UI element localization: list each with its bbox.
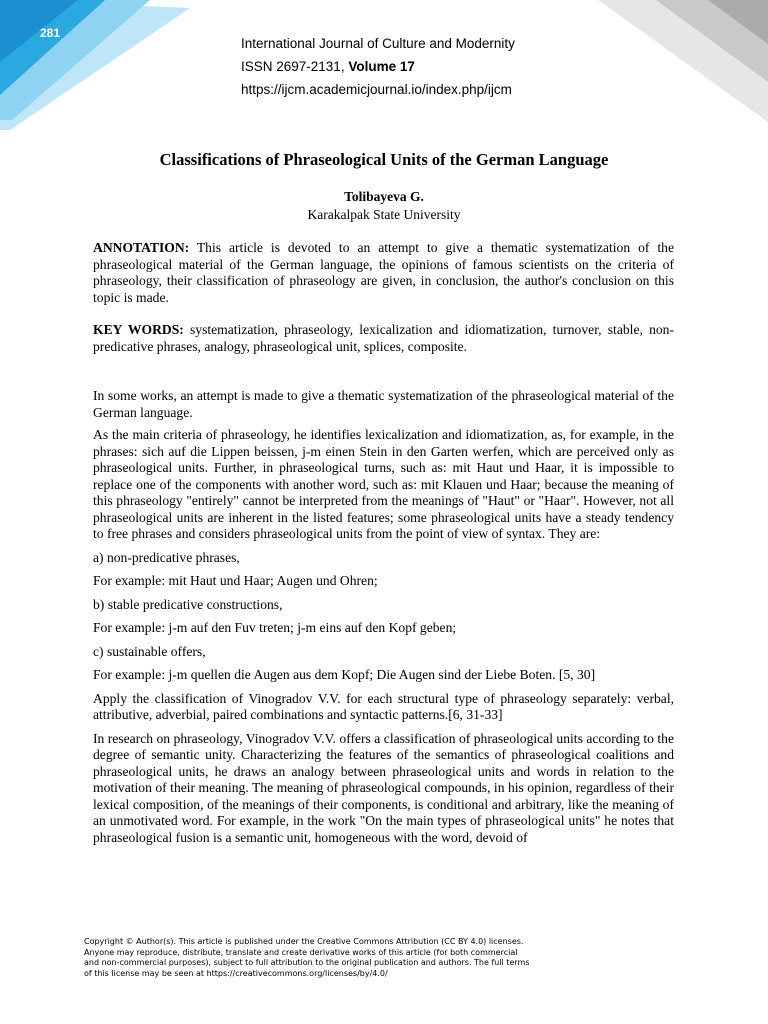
journal-url[interactable]: https://ijcm.academicjournal.io/index.php/ijcm (241, 82, 512, 97)
footer-line: Copyright © Author(s). This article is published under the Creative Commons Attribution (CC BY 4.0) licenses. (84, 937, 524, 946)
article-author: Tolibayeva G. (344, 189, 424, 204)
article-title: Classifications of Phraseological Units of the German Language (159, 150, 609, 169)
body-paragraph: As the main criteria of phraseology, he identifies lexicalization and idiomatization, as, for example, in the phrases: sich auf die Lippen beissen, j-m einen Stein in den Garten werfen, which are perceived only as phraseological units. Further, in phraseological turns, such as: mit Haut und Haar, it is impossible to replace one of the components with another word, such as: mit Klauen und Haar; because the meaning of this phraseology "entirely" cannot be interpreted from the meanings of "Haut" or "Haar". However, not all phraseological units are inherent in the listed features; some phraseological units have a steady tendency to free phrases and considers phraseological units from the point of view of syntax. They are: (93, 427, 674, 541)
annotation-paragraph (93, 240, 674, 306)
keywords-paragraph (93, 322, 674, 355)
body-paragraph: Apply the classification of Vinogradov V.V. for each structural type of phraseology separately: verbal, attributive, adverbial, paired combinations and syntactic patterns.[6, 31-33] (93, 690, 674, 722)
article-body (93, 240, 674, 846)
page-number: 281 (40, 26, 61, 40)
list-item-b: b) stable predicative constructions, (93, 596, 283, 612)
footer-line: and non-commercial purposes), subject to full attribution to the original publication and authors. The full terms (84, 958, 530, 967)
example-b: For example: j-m auf den Fuv treten; j-m eins auf den Kopf geben; (93, 620, 457, 635)
example-c: For example: j-m quellen die Augen aus dem Kopf; Die Augen sind der Liebe Boten. [5, 30] (93, 667, 596, 682)
author-affiliation: Karakalpak State University (307, 207, 461, 222)
issn-text: ISSN 2697-2131, (241, 59, 349, 74)
header-corner-gray-graphic (588, 0, 768, 130)
list-item-a: a) non-predicative phrases, (93, 549, 240, 565)
journal-name: International Journal of Culture and Modernity (241, 36, 515, 51)
copyright-footer (84, 937, 624, 979)
footer-line: Anyone may reproduce, distribute, translate and create derivative works of this article (for both commercial (84, 947, 518, 957)
body-paragraph: In research on phraseology, Vinogradov V.V. offers a classification of phraseological units according to the degree of semantic unity. Characterizing the features of the semantics of phraseological coalitions and phraseological units, he draws an analogy between phraseological units and words in relation to the motivation of their meaning. The meaning of phraseological compounds, in his opinion, regardless of their lexical composition, of the meanings of their components, is conditional and arbitrary, like the meaning of an unmotivated word. For example, in the work "On the main types of phraseological units" he notes that phraseological fusion is a semantic unit, homogeneous with the word, devoid of (93, 730, 674, 845)
header-corner-blue-graphic (0, 0, 195, 130)
journal-header (241, 32, 515, 101)
volume-text: Volume 17 (348, 59, 415, 74)
body-paragraph: In some works, an attempt is made to give a thematic systematization of the phraseological material of the German language. (93, 388, 674, 420)
annotation-text: This article is devoted to an attempt to give a thematic systematization of the phraseological material of the German language, the opinions of famous scientists on the criteria of phraseology, their classification of phraseology are given, in conclusion, the author's conclusion on this topic is made. (93, 240, 674, 305)
list-item-c: c) sustainable offers, (93, 643, 206, 659)
keywords-text: systematization, phraseology, lexicalization and idiomatization, turnover, stable, non-predicative phrases, analogy, phraseological unit, splices, composite. (93, 322, 674, 354)
annotation-label: ANNOTATION: (93, 240, 190, 255)
footer-line: of this license may be seen at https://creativecommons.org/licenses/by/4.0/ (84, 968, 388, 978)
journal-issn-line (241, 55, 515, 78)
example-a: For example: mit Haut und Haar; Augen und Ohren; (93, 573, 378, 588)
keywords-label: KEY WORDS: (93, 322, 184, 337)
